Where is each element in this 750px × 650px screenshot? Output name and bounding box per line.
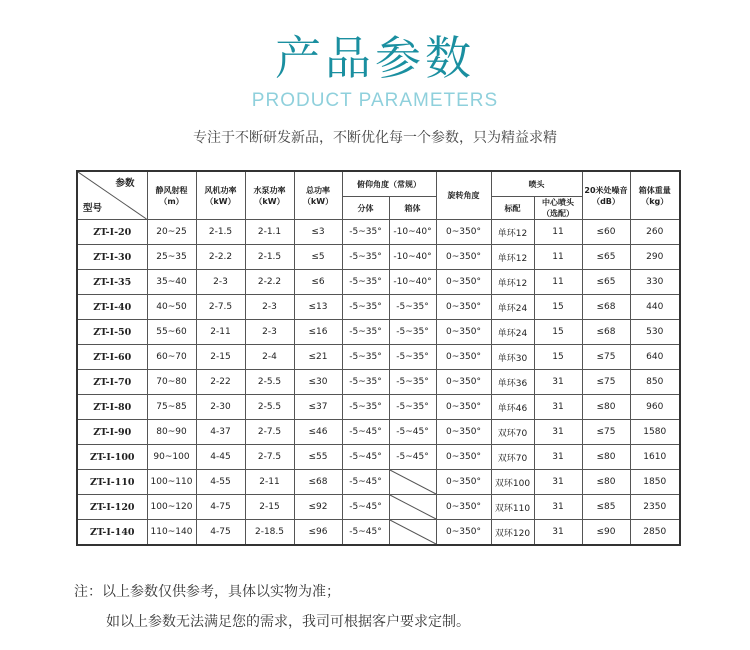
parameters-table bbox=[76, 170, 681, 546]
cell-range: 20~25 bbox=[147, 220, 196, 245]
cell-rotation: 0~350° bbox=[436, 495, 491, 520]
cell-total-power: ≤68 bbox=[294, 470, 342, 495]
cell-pitch-integral bbox=[389, 495, 436, 520]
cell-nozzle-standard: 双环70 bbox=[491, 420, 534, 445]
cell-total-power: ≤30 bbox=[294, 370, 342, 395]
tagline: 专注于不断研发新品，不断优化每一个参数，只为精益求精 bbox=[193, 130, 557, 146]
cell-noise: ≤68 bbox=[582, 295, 630, 320]
cell-nozzle-center: 31 bbox=[534, 470, 582, 495]
cell-model: ZT-I-80 bbox=[77, 395, 147, 420]
table-row bbox=[77, 270, 680, 295]
cell-noise: ≤85 bbox=[582, 495, 630, 520]
cell-noise: ≤80 bbox=[582, 470, 630, 495]
cell-rotation: 0~350° bbox=[436, 470, 491, 495]
cell-pitch-integral: -5~35° bbox=[389, 370, 436, 395]
cell-rotation: 0~350° bbox=[436, 370, 491, 395]
cell-noise: ≤75 bbox=[582, 370, 630, 395]
header-total-power: 总功率（kW） bbox=[294, 171, 342, 220]
cell-range: 110~140 bbox=[147, 520, 196, 546]
cell-pump-power: 2-3 bbox=[245, 295, 294, 320]
cell-fan-power: 2-15 bbox=[196, 345, 245, 370]
cell-nozzle-standard: 单环12 bbox=[491, 270, 534, 295]
cell-nozzle-standard: 双环110 bbox=[491, 495, 534, 520]
cell-nozzle-center: 31 bbox=[534, 370, 582, 395]
cell-range: 90~100 bbox=[147, 445, 196, 470]
cell-nozzle-center: 15 bbox=[534, 345, 582, 370]
cell-nozzle-center: 31 bbox=[534, 495, 582, 520]
header-pitch-integral: 箱体 bbox=[389, 197, 436, 220]
cell-model: ZT-I-20 bbox=[77, 220, 147, 245]
cell-model: ZT-I-100 bbox=[77, 445, 147, 470]
cell-weight: 1580 bbox=[630, 420, 680, 445]
cell-noise: ≤75 bbox=[582, 345, 630, 370]
cell-fan-power: 2-7.5 bbox=[196, 295, 245, 320]
table-row bbox=[77, 245, 680, 270]
cell-weight: 530 bbox=[630, 320, 680, 345]
cell-model: ZT-I-40 bbox=[77, 295, 147, 320]
cell-pitch-integral: -10~40° bbox=[389, 245, 436, 270]
cell-total-power: ≤46 bbox=[294, 420, 342, 445]
cell-fan-power: 4-75 bbox=[196, 495, 245, 520]
cell-weight: 2850 bbox=[630, 520, 680, 546]
cell-nozzle-standard: 单环24 bbox=[491, 295, 534, 320]
cell-range: 100~110 bbox=[147, 470, 196, 495]
cell-fan-power: 4-37 bbox=[196, 420, 245, 445]
cell-pump-power: 2-5.5 bbox=[245, 395, 294, 420]
cell-nozzle-center: 31 bbox=[534, 420, 582, 445]
cell-nozzle-center: 15 bbox=[534, 320, 582, 345]
cell-pitch-integral: -5~45° bbox=[389, 445, 436, 470]
cell-range: 80~90 bbox=[147, 420, 196, 445]
cell-pitch-split: -5~45° bbox=[342, 470, 389, 495]
cell-nozzle-standard: 单环24 bbox=[491, 320, 534, 345]
table-row bbox=[77, 445, 680, 470]
cell-noise: ≤75 bbox=[582, 420, 630, 445]
cell-weight: 1610 bbox=[630, 445, 680, 470]
cell-model: ZT-I-50 bbox=[77, 320, 147, 345]
cell-pitch-integral: -5~35° bbox=[389, 395, 436, 420]
header-nozzle: 喷头 bbox=[491, 171, 582, 197]
cell-range: 70~80 bbox=[147, 370, 196, 395]
cell-pitch-split: -5~35° bbox=[342, 320, 389, 345]
cell-model: ZT-I-110 bbox=[77, 470, 147, 495]
cell-rotation: 0~350° bbox=[436, 245, 491, 270]
cell-model: ZT-I-120 bbox=[77, 495, 147, 520]
cell-pump-power: 2-1.5 bbox=[245, 245, 294, 270]
cell-range: 100~120 bbox=[147, 495, 196, 520]
header-nozzle-center: 中心喷头（选配） bbox=[534, 197, 582, 220]
cell-pitch-split: -5~45° bbox=[342, 520, 389, 546]
not-applicable-diagonal bbox=[390, 470, 436, 494]
cell-weight: 2350 bbox=[630, 495, 680, 520]
cell-noise: ≤68 bbox=[582, 320, 630, 345]
table-row bbox=[77, 295, 680, 320]
cell-weight: 960 bbox=[630, 395, 680, 420]
cell-fan-power: 4-55 bbox=[196, 470, 245, 495]
cell-noise: ≤80 bbox=[582, 445, 630, 470]
cell-nozzle-center: 31 bbox=[534, 520, 582, 546]
cell-total-power: ≤21 bbox=[294, 345, 342, 370]
cell-pump-power: 2-3 bbox=[245, 320, 294, 345]
cell-pitch-split: -5~35° bbox=[342, 295, 389, 320]
table-body bbox=[77, 220, 680, 546]
cell-total-power: ≤5 bbox=[294, 245, 342, 270]
cell-nozzle-standard: 单环12 bbox=[491, 220, 534, 245]
cell-rotation: 0~350° bbox=[436, 520, 491, 546]
cell-nozzle-center: 31 bbox=[534, 445, 582, 470]
cell-pump-power: 2-2.2 bbox=[245, 270, 294, 295]
cell-noise: ≤90 bbox=[582, 520, 630, 546]
header-nozzle-standard: 标配 bbox=[491, 197, 534, 220]
header-range: 静风射程（m） bbox=[147, 171, 196, 220]
cell-pump-power: 2-15 bbox=[245, 495, 294, 520]
cell-pitch-integral: -5~35° bbox=[389, 345, 436, 370]
header-pitch: 俯仰角度（常规） bbox=[342, 171, 436, 197]
cell-fan-power: 4-75 bbox=[196, 520, 245, 546]
cell-pitch-split: -5~35° bbox=[342, 370, 389, 395]
cell-pitch-integral bbox=[389, 520, 436, 546]
cell-range: 40~50 bbox=[147, 295, 196, 320]
cell-nozzle-center: 11 bbox=[534, 220, 582, 245]
cell-pitch-split: -5~35° bbox=[342, 345, 389, 370]
cell-pump-power: 2-7.5 bbox=[245, 420, 294, 445]
cell-pitch-integral: -5~45° bbox=[389, 420, 436, 445]
cell-fan-power: 2-2.2 bbox=[196, 245, 245, 270]
cell-nozzle-standard: 单环12 bbox=[491, 245, 534, 270]
cell-fan-power: 2-11 bbox=[196, 320, 245, 345]
header-noise: 20米处噪音（dB） bbox=[582, 171, 630, 220]
cell-rotation: 0~350° bbox=[436, 295, 491, 320]
cell-weight: 1850 bbox=[630, 470, 680, 495]
cell-total-power: ≤96 bbox=[294, 520, 342, 546]
cell-total-power: ≤16 bbox=[294, 320, 342, 345]
cell-model: ZT-I-35 bbox=[77, 270, 147, 295]
cell-pitch-split: -5~35° bbox=[342, 270, 389, 295]
cell-rotation: 0~350° bbox=[436, 345, 491, 370]
note-line-2: 如以上参数无法满足您的需求，我司可根据客户要求定制。 bbox=[106, 614, 470, 630]
cell-weight: 640 bbox=[630, 345, 680, 370]
cell-weight: 440 bbox=[630, 295, 680, 320]
table-row bbox=[77, 345, 680, 370]
cell-rotation: 0~350° bbox=[436, 320, 491, 345]
cell-range: 35~40 bbox=[147, 270, 196, 295]
cell-pitch-integral: -5~35° bbox=[389, 320, 436, 345]
cell-total-power: ≤3 bbox=[294, 220, 342, 245]
header-rotation: 旋转角度 bbox=[436, 171, 491, 220]
cell-noise: ≤60 bbox=[582, 220, 630, 245]
cell-nozzle-standard: 双环70 bbox=[491, 445, 534, 470]
cell-rotation: 0~350° bbox=[436, 445, 491, 470]
cell-total-power: ≤92 bbox=[294, 495, 342, 520]
cell-model: ZT-I-30 bbox=[77, 245, 147, 270]
cell-pump-power: 2-4 bbox=[245, 345, 294, 370]
cell-model: ZT-I-60 bbox=[77, 345, 147, 370]
cell-pump-power: 2-1.1 bbox=[245, 220, 294, 245]
table-row bbox=[77, 420, 680, 445]
cell-fan-power: 2-3 bbox=[196, 270, 245, 295]
page-subtitle: PRODUCT PARAMETERS bbox=[251, 90, 499, 111]
cell-nozzle-center: 11 bbox=[534, 270, 582, 295]
table-row bbox=[77, 495, 680, 520]
cell-pitch-integral: -5~35° bbox=[389, 295, 436, 320]
cell-range: 60~70 bbox=[147, 345, 196, 370]
cell-pump-power: 2-18.5 bbox=[245, 520, 294, 546]
cell-nozzle-center: 31 bbox=[534, 395, 582, 420]
cell-pitch-integral: -10~40° bbox=[389, 270, 436, 295]
cell-pitch-split: -5~45° bbox=[342, 445, 389, 470]
cell-rotation: 0~350° bbox=[436, 270, 491, 295]
cell-fan-power: 4-45 bbox=[196, 445, 245, 470]
corner-header bbox=[77, 171, 147, 220]
cell-pitch-split: -5~45° bbox=[342, 495, 389, 520]
cell-nozzle-standard: 双环100 bbox=[491, 470, 534, 495]
cell-range: 25~35 bbox=[147, 245, 196, 270]
header-pitch-split: 分体 bbox=[342, 197, 389, 220]
not-applicable-diagonal bbox=[390, 520, 436, 544]
cell-weight: 260 bbox=[630, 220, 680, 245]
table-row bbox=[77, 220, 680, 245]
cell-pump-power: 2-7.5 bbox=[245, 445, 294, 470]
cell-pitch-split: -5~45° bbox=[342, 420, 389, 445]
header-pump-power: 水泵功率（kW） bbox=[245, 171, 294, 220]
cell-model: ZT-I-70 bbox=[77, 370, 147, 395]
cell-total-power: ≤37 bbox=[294, 395, 342, 420]
cell-total-power: ≤6 bbox=[294, 270, 342, 295]
header-fan-power: 风机功率（kW） bbox=[196, 171, 245, 220]
cell-rotation: 0~350° bbox=[436, 220, 491, 245]
cell-model: ZT-I-90 bbox=[77, 420, 147, 445]
not-applicable-diagonal bbox=[390, 495, 436, 519]
page-title: 产品参数 bbox=[275, 31, 475, 85]
corner-label-params: 参数 bbox=[115, 178, 135, 189]
table-row bbox=[77, 320, 680, 345]
cell-pitch-split: -5~35° bbox=[342, 395, 389, 420]
cell-nozzle-standard: 单环46 bbox=[491, 395, 534, 420]
cell-noise: ≤80 bbox=[582, 395, 630, 420]
cell-model: ZT-I-140 bbox=[77, 520, 147, 546]
cell-nozzle-center: 11 bbox=[534, 245, 582, 270]
cell-nozzle-standard: 双环120 bbox=[491, 520, 534, 546]
cell-rotation: 0~350° bbox=[436, 420, 491, 445]
cell-fan-power: 2-30 bbox=[196, 395, 245, 420]
cell-fan-power: 2-22 bbox=[196, 370, 245, 395]
table-row bbox=[77, 470, 680, 495]
cell-nozzle-center: 15 bbox=[534, 295, 582, 320]
corner-label-model: 型号 bbox=[83, 203, 103, 214]
table-row bbox=[77, 395, 680, 420]
cell-pitch-integral: -10~40° bbox=[389, 220, 436, 245]
cell-total-power: ≤13 bbox=[294, 295, 342, 320]
cell-pitch-integral bbox=[389, 470, 436, 495]
cell-total-power: ≤55 bbox=[294, 445, 342, 470]
cell-weight: 330 bbox=[630, 270, 680, 295]
cell-range: 55~60 bbox=[147, 320, 196, 345]
cell-pump-power: 2-5.5 bbox=[245, 370, 294, 395]
cell-fan-power: 2-1.5 bbox=[196, 220, 245, 245]
cell-weight: 290 bbox=[630, 245, 680, 270]
cell-pitch-split: -5~35° bbox=[342, 245, 389, 270]
cell-weight: 850 bbox=[630, 370, 680, 395]
cell-pump-power: 2-11 bbox=[245, 470, 294, 495]
cell-rotation: 0~350° bbox=[436, 395, 491, 420]
cell-noise: ≤65 bbox=[582, 245, 630, 270]
cell-nozzle-standard: 单环36 bbox=[491, 370, 534, 395]
cell-pitch-split: -5~35° bbox=[342, 220, 389, 245]
cell-noise: ≤65 bbox=[582, 270, 630, 295]
cell-nozzle-standard: 单环30 bbox=[491, 345, 534, 370]
note-line-1: 注：以上参数仅供参考，具体以实物为准； bbox=[74, 584, 340, 600]
table-row bbox=[77, 370, 680, 395]
cell-range: 75~85 bbox=[147, 395, 196, 420]
header-weight: 箱体重量（kg） bbox=[630, 171, 680, 220]
table-row bbox=[77, 520, 680, 546]
